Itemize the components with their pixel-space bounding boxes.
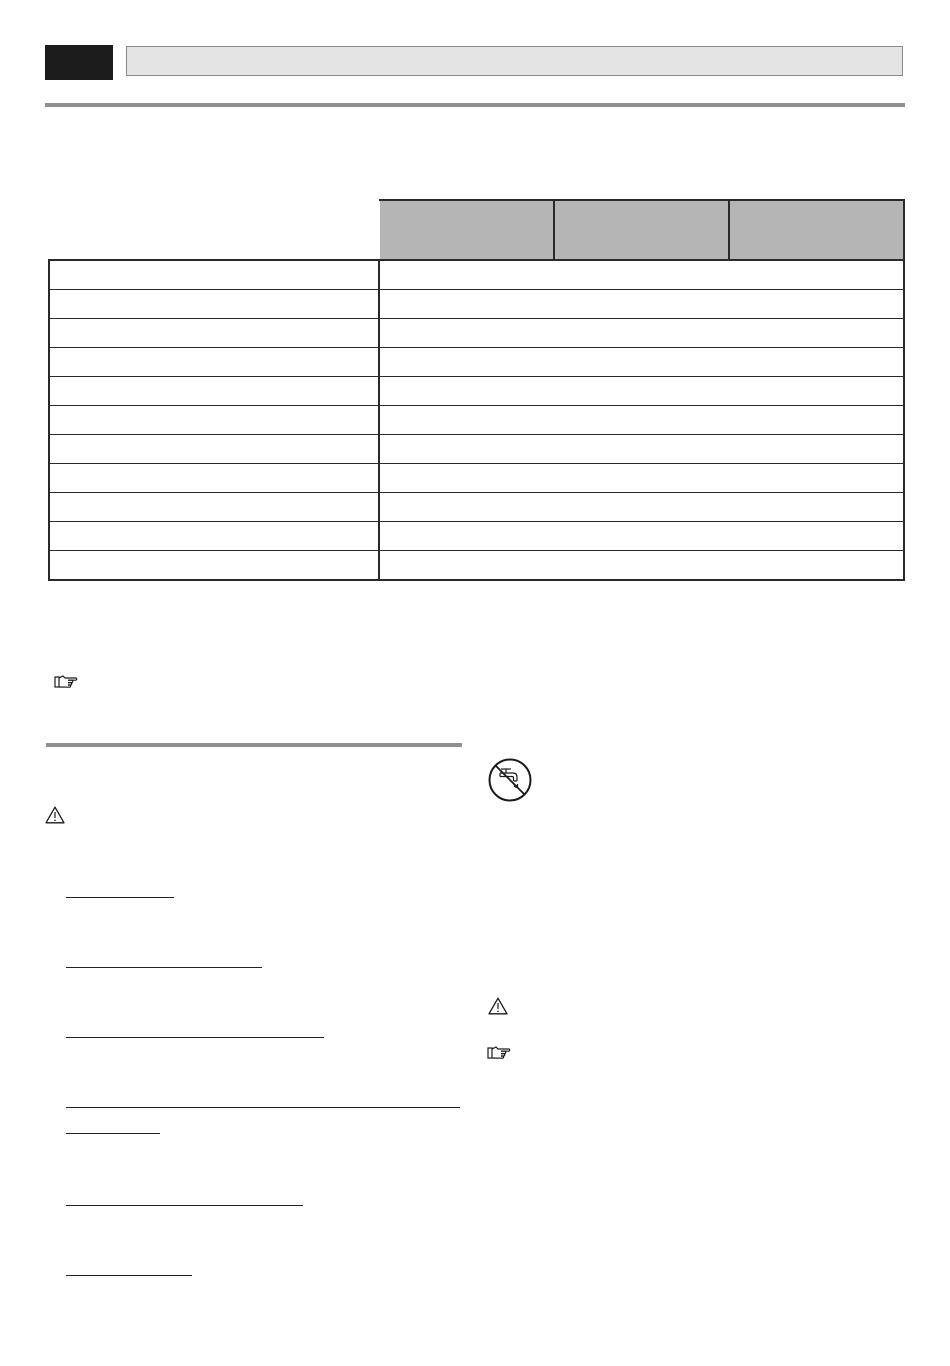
heading-underline xyxy=(66,1205,303,1206)
table-row xyxy=(49,464,904,493)
table-row xyxy=(49,319,904,348)
pointing-hand-icon xyxy=(54,674,78,690)
warning-triangle-icon xyxy=(488,997,508,1015)
table-row xyxy=(49,348,904,377)
heading-underline xyxy=(66,1275,192,1276)
spec-label-cell xyxy=(49,464,379,493)
spec-label-cell xyxy=(49,377,379,406)
spec-table-header-row xyxy=(49,200,904,260)
heading-underline xyxy=(66,967,262,968)
spec-label-cell xyxy=(49,290,379,319)
spec-label-cell xyxy=(49,522,379,551)
spec-label-cell xyxy=(49,406,379,435)
heading-underline xyxy=(66,1107,460,1108)
spec-label-cell xyxy=(49,319,379,348)
table-row xyxy=(49,377,904,406)
heading-underline xyxy=(66,897,174,898)
language-tab xyxy=(45,45,113,80)
spec-value-cell xyxy=(379,348,904,377)
header-divider xyxy=(45,103,905,107)
spec-value-cell xyxy=(379,406,904,435)
spec-table xyxy=(48,199,905,581)
spec-value-cell xyxy=(379,435,904,464)
spec-value-cell xyxy=(379,522,904,551)
spec-value-cell xyxy=(379,377,904,406)
spec-table-column-header xyxy=(729,200,904,260)
spec-value-cell xyxy=(379,319,904,348)
table-row xyxy=(49,435,904,464)
warning-triangle-icon xyxy=(45,806,65,824)
spec-value-cell xyxy=(379,551,904,581)
spec-table-corner xyxy=(49,200,379,260)
header-title-bar xyxy=(126,46,903,76)
spec-value-cell xyxy=(379,493,904,522)
table-row xyxy=(49,493,904,522)
table-row xyxy=(49,260,904,290)
heading-underline xyxy=(66,1133,160,1134)
spec-value-cell xyxy=(379,260,904,290)
spec-label-cell xyxy=(49,260,379,290)
no-water-tap-icon xyxy=(487,757,533,803)
table-row xyxy=(49,290,904,319)
spec-label-cell xyxy=(49,435,379,464)
spec-label-cell xyxy=(49,348,379,377)
spec-table-column-header xyxy=(379,200,554,260)
section-divider xyxy=(46,743,462,747)
spec-value-cell xyxy=(379,290,904,319)
spec-label-cell xyxy=(49,493,379,522)
table-row xyxy=(49,522,904,551)
table-row xyxy=(49,406,904,435)
pointing-hand-icon xyxy=(487,1045,511,1061)
table-row xyxy=(49,551,904,581)
spec-value-cell xyxy=(379,464,904,493)
spec-label-cell xyxy=(49,551,379,581)
heading-underline xyxy=(66,1037,324,1038)
spec-table-column-header xyxy=(554,200,729,260)
